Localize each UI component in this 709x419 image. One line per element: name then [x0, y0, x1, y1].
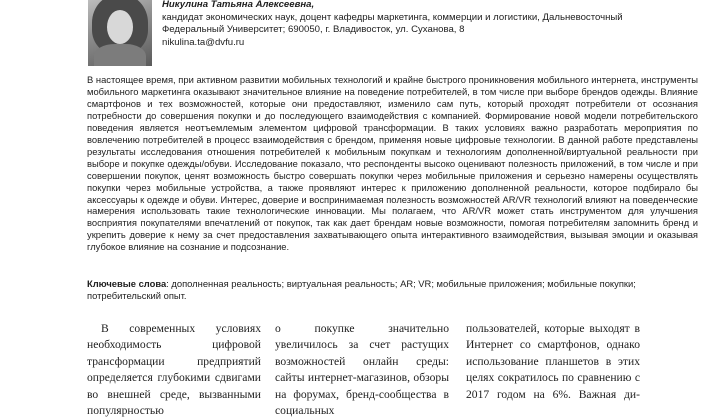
abstract: В настоящее время, при активном развитии мобильных технологий и крайне быстрого проникновения мобильного интернета, инструменты мобильного маркетинга оказывают значительное влияние на поведение потребителей, в том числе при выборе брендов одежды. Влияние смартфонов и тех возможностей, которые они предоставляют, изменило сам путь, который проходят потребители от осознания потребности до совершения покупки и до последующего взаимодействия с компанией. Формирование новой модели потребительского поведения является неотъемлемым элементом цифровой трансформации. В таких условиях важно разработать мероприятия по вовлечению потребителей в процесс взаимодействия с брендом, применяя новые цифровые технологии. В данной работе представлены результаты исследования отношения потребителей к мобильным покупкам и технологиям дополненной/виртуальной реальности при выборе и покупке одежды/обуви. Исследование показало, что респонденты высоко оценивают полезность приложений, в том числе и при совершении покупок, ценят возможность быстро совершать покупки через мобильные приложения и серьезно намерены осуществлять покупки через мобильные устройства, а также проявляют интерес к приложению дополненной реальности, которое подбирало бы аксессуары к одежде и обуви. Интерес, доверие и воспринимаемая полезность возможностей AR/VR технологий влияют на поведенческие намерения использовать такие технологические инновации. Мы полагаем, что AR/VR может стать инструментом для улучшения восприятия покупателями впечатлений от покупок, так как дает брендам новые возможности, помогая потребителям запомнить бренд и укрепить доверие к нему за счет предоставления захватывающего опыта интерактивного взаимодействия, вызывая эмоции и оказывая глубокое влияние на сознание и подсознание.: [87, 74, 698, 253]
body-column-3: пользователей, которые выходят в Интернет со смартфонов, однако использование планшетов в этих целях сократилось по сравнению с 2017 годом на 6%. Важная ди-: [466, 322, 640, 401]
author-affiliation-line2: Федеральный Университет; 690050, г. Владивосток, ул. Суханова, 8: [162, 24, 465, 36]
author-affiliation-line1: кандидат экономических наук, доцент кафедры маркетинга, коммерции и логистики, Дальневосточный: [162, 11, 623, 23]
author-info: [162, 0, 692, 49]
keywords: [87, 278, 698, 302]
keywords-text: : дополненная реальность; виртуальная реальность; AR; VR; мобильные приложения; мобильные покупки; потребительский опыт.: [87, 278, 636, 301]
author-name: Никулина Татьяна Алексеевна,: [162, 0, 315, 10]
body-column-2: о покупке значительно увеличилось за счет растущих возможностей онлайн среды: сайты интернет-магазинов, обзоры на форумах, бренд-сообщества в социальных: [275, 322, 449, 418]
keywords-label: Ключевые слова: [87, 278, 167, 289]
author-photo: [88, 0, 152, 66]
author-email[interactable]: nikulina.ta@dvfu.ru: [162, 36, 245, 48]
author-photo-shoulders: [94, 44, 146, 66]
body-column-1: В современных условиях необходимость цифровой трансформации предприятий определяется глубокими сдвигами во внешней среде, вызванными популярностью: [87, 322, 261, 418]
author-photo-face: [107, 10, 133, 44]
